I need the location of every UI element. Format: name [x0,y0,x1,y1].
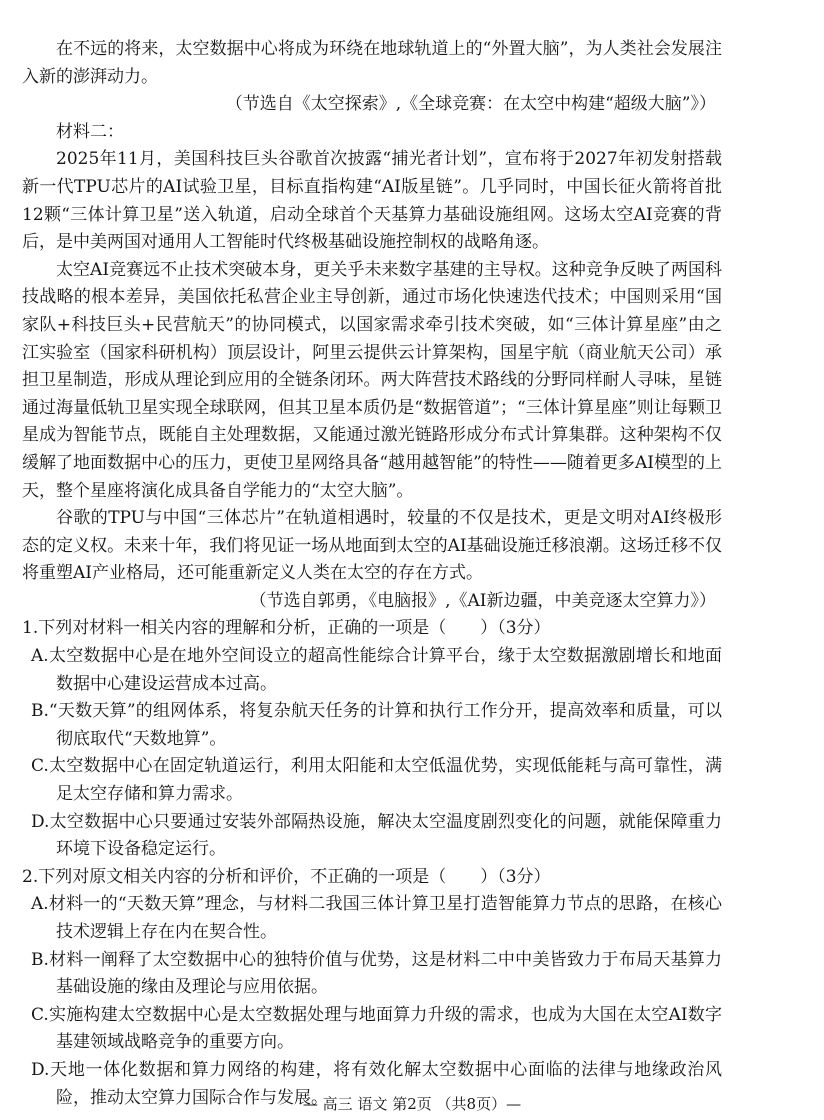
paragraph-material2-3: 谷歌的TPU与中国“三体芯片”在轨道相遇时，较量的不仅是技术，更是文明对AI终极形态的定义权。未来十年，我们将见证一场从地面到太空的AI基础设施迁移浪潮。这场迁移不仅将重塑AI产业格局，还可能重新定义人类在太空的存在方式。 [22,508,722,584]
question-2 [22,864,722,1112]
question-1 [22,615,722,863]
question-1-option-a: A.太空数据中心是在地外空间设立的超高性能综合计算平台，缘于太空数据激剧增长和地面数据中心建设运营成本过高。 [31,646,722,694]
page-footer: — 高三 语文 第2页 （共8页）— [302,1095,522,1113]
question-2-option-d: D.天地一体化数据和算力网络的构建，将有效化解太空数据中心面临的法律与地缘政治风险，推动太空算力国际合作与发展。 [31,1059,722,1108]
question-2-stem: 2.下列对原文相关内容的分析和评价，不正确的一项是（ ）（3分） [22,866,551,887]
question-1-option-b: B.“天数天算”的组网体系，将复杂航天任务的计算和执行工作分开，提高效率和质量，可以彻底取代“天数地算”。 [31,701,722,749]
paragraph-material2-2: 太空AI竞赛远不止技术突破本身，更关乎未来数字基建的主导权。这种竞争反映了两国科技战略的根本差异，美国依托私营企业主导创新，通过市场化快速迭代技术；中国则采用“国家队+科技巨头+民营航天”的协同模式，以国家需求牵引技术突破，如“三体计算星座”由之江实验室（国家科研机构）顶层设计，阿里云提供云计算架构，国星宇航（商业航天公司）承担卫星制造，形成从理论到应用的全链条闭环。两大阵营技术路线的分野同样耐人寻味，星链通过海量低轨卫星实现全球联网，但其卫星本质仍是“数据管道”；“三体计算星座”则让每颗卫星成为智能节点，既能自主处理数据，又能通过激光链路形成分布式计算集群。这种架构不仅缓解了地面数据中心的压力，更使卫星网络具备“越用越智能”的特性——随着更多AI模型的上天，整个星座将演化成具备自学能力的“太空大脑”。 [22,259,722,501]
paragraph-material2-1: 2025年11月，美国科技巨头谷歌首次披露“捕光者计划”，宣布将于2027年初发射搭载新一代TPU芯片的AI试验卫星，目标直指构建“AI版星链”。几乎同时，中国长征火箭将首批12颗“三体计算卫星”送入轨道，启动全球首个天基算力基础设施组网。这场太空AI竞赛的背后，是中美两国对通用人工智能时代终极基础设施控制权的战略角逐。 [22,149,722,253]
paragraph-intro-end: 在不远的将来，太空数据中心将成为环绕在地球轨道上的“外置大脑”，为人类社会发展注入新的澎湃动力。 [22,39,722,87]
question-1-stem: 1.下列对材料一相关内容的理解和分析，正确的一项是（ ）（3分） [22,618,551,639]
page-content [22,36,722,1112]
source-citation-1: （节选自《太空探索》,《全球竞赛：在太空中构建“超级大脑”》） [225,94,716,115]
question-1-option-c: C.太空数据中心在固定轨道运行，利用太阳能和太空低温优势，实现低能耗与高可靠性，满足太空存储和算力需求。 [31,756,722,805]
source-citation-2: （节选自郭勇，《电脑报》,《AI新边疆，中美竞逐太空算力》） [249,590,716,611]
question-2-option-a: A.材料一的“天数天算”理念，与材料二我国三体计算卫星打造智能算力节点的思路，在核心技术逻辑上存在内在契合性。 [31,894,722,942]
question-2-option-c: C.实施构建太空数据中心是太空数据处理与地面算力升级的需求，也成为大国在太空AI数字基建领域战略竞争的重要方向。 [31,1004,722,1053]
material-2-heading: 材料二： [56,121,124,142]
question-2-option-b: B.材料一阐释了太空数据中心的独特价值与优势，这是材料二中中美皆致力于布局天基算力基础设施的缘由及理论与应用依据。 [31,949,722,998]
question-1-option-d: D.太空数据中心只要通过安装外部隔热设施，解决太空温度剧烈变化的问题，就能保障重力环境下设备稳定运行。 [31,811,722,860]
